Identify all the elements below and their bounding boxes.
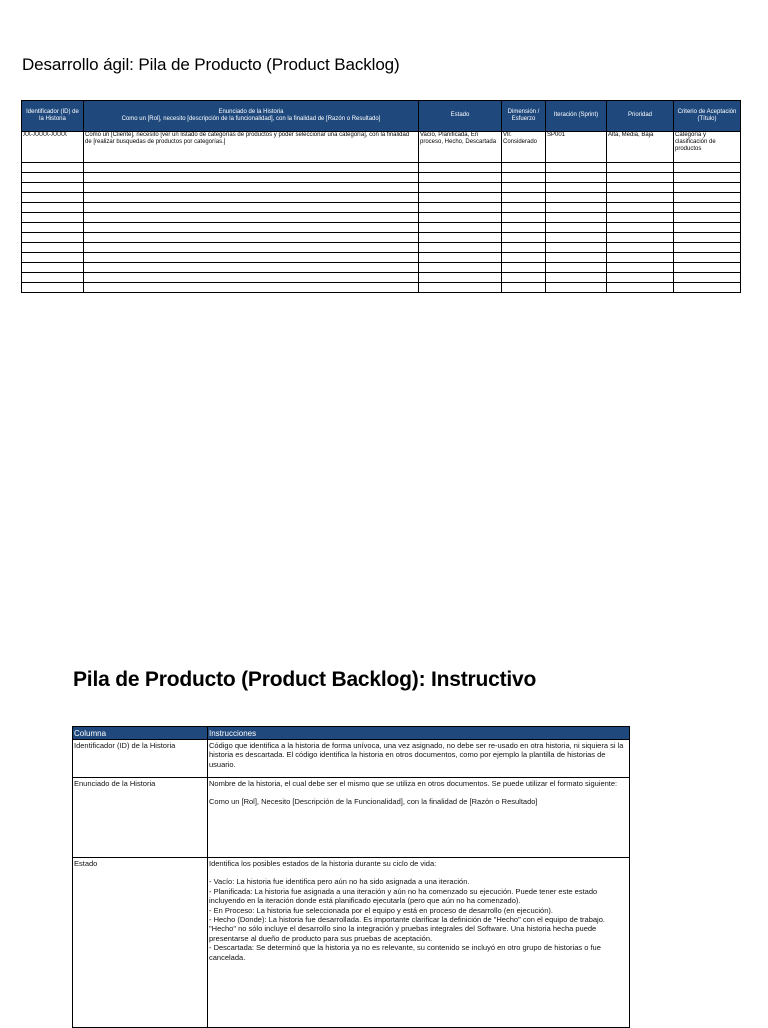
instructions-row xyxy=(73,858,630,1028)
backlog-empty-cell xyxy=(419,183,502,193)
backlog-empty-cell xyxy=(607,203,674,213)
backlog-empty-cell xyxy=(419,163,502,173)
instructions-paragraph: Como un [Rol], Necesito [Descripción de la Funcionalidad], con la finalidad de [Razón o Resultado] xyxy=(209,797,538,807)
backlog-cell: XX-XXXX-XXXX xyxy=(22,132,84,163)
backlog-empty-cell xyxy=(607,223,674,233)
backlog-empty-cell xyxy=(419,243,502,253)
backlog-empty-cell xyxy=(607,263,674,273)
backlog-header-row xyxy=(22,101,741,132)
backlog-empty-cell xyxy=(502,223,546,233)
backlog-empty-cell xyxy=(546,283,607,293)
backlog-empty-cell xyxy=(674,253,741,263)
backlog-table xyxy=(21,100,741,293)
backlog-empty-cell xyxy=(607,163,674,173)
instructions-title: Pila de Producto (Product Backlog): Instructivo xyxy=(73,668,537,691)
instructions-row xyxy=(73,740,630,778)
backlog-title: Desarrollo ágil: Pila de Producto (Product Backlog) xyxy=(22,55,400,74)
backlog-empty-cell xyxy=(419,203,502,213)
backlog-empty-cell xyxy=(84,273,419,283)
backlog-empty-cell xyxy=(502,253,546,263)
instructions-paragraph: - En Proceso: La historia fue seleccionada por el equipo y está en proceso de desarrollo (en ejecución). xyxy=(209,905,553,915)
backlog-empty-row xyxy=(22,253,741,263)
backlog-empty-cell xyxy=(546,173,607,183)
backlog-empty-cell xyxy=(674,243,741,253)
backlog-empty-cell xyxy=(546,213,607,223)
backlog-empty-cell xyxy=(22,173,84,183)
backlog-empty-cell xyxy=(546,203,607,213)
backlog-empty-cell xyxy=(674,273,741,283)
backlog-empty-cell xyxy=(419,233,502,243)
backlog-empty-cell xyxy=(502,263,546,273)
backlog-empty-cell xyxy=(546,233,607,243)
instructions-row xyxy=(73,778,630,858)
instructions-header: Instrucciones xyxy=(208,727,630,740)
backlog-empty-cell xyxy=(22,213,84,223)
backlog-cell: Como un [Cliente], necesito [ver un listado de categorías de productos y poder seleccionar una categoría], con la finalidad de [realizar busquedas de productos por categorías.] xyxy=(84,132,419,163)
instructions-paragraph xyxy=(209,868,628,877)
backlog-empty-cell xyxy=(607,233,674,243)
backlog-empty-cell xyxy=(607,173,674,183)
backlog-empty-cell xyxy=(502,173,546,183)
backlog-empty-cell xyxy=(546,193,607,203)
instructions-column-name: Identificador (ID) de la Historia xyxy=(73,740,208,778)
instructions-text xyxy=(208,858,630,1028)
backlog-empty-cell xyxy=(22,243,84,253)
backlog-header-cell: Enunciado de la Historia Como un [Rol], necesito [descripción de la funcionalidad], con la finalidad de [Razón o Resultado] xyxy=(84,101,419,132)
backlog-empty-cell xyxy=(607,253,674,263)
backlog-cell: Vlr. Considerado xyxy=(502,132,546,163)
backlog-cell: SP001 xyxy=(546,132,607,163)
backlog-empty-cell xyxy=(419,173,502,183)
instructions-paragraph: - Descartada: Se determinó que la historia ya no es relevante, su contenido se incluyó en otro grupo de historias o fue cancelada. xyxy=(209,943,601,962)
backlog-empty-cell xyxy=(22,183,84,193)
backlog-header-cell: Dimensión / Esfuerzo xyxy=(502,101,546,132)
backlog-empty-cell xyxy=(84,283,419,293)
backlog-empty-cell xyxy=(674,163,741,173)
backlog-empty-cell xyxy=(674,173,741,183)
backlog-empty-cell xyxy=(22,163,84,173)
instructions-paragraph xyxy=(209,788,628,797)
instructions-paragraph: - Vacío: La historia fue identifica pero aún no ha sido asignada a una iteración. xyxy=(209,877,470,887)
instructions-column-name: Enunciado de la Historia xyxy=(73,778,208,858)
backlog-empty-cell xyxy=(84,203,419,213)
instructions-text xyxy=(208,740,630,778)
backlog-empty-cell xyxy=(419,253,502,263)
backlog-empty-cell xyxy=(607,273,674,283)
backlog-empty-row xyxy=(22,183,741,193)
backlog-empty-cell xyxy=(22,253,84,263)
backlog-empty-cell xyxy=(607,183,674,193)
backlog-empty-cell xyxy=(419,193,502,203)
backlog-empty-cell xyxy=(22,223,84,233)
backlog-empty-row xyxy=(22,213,741,223)
backlog-empty-cell xyxy=(419,273,502,283)
backlog-empty-cell xyxy=(84,173,419,183)
backlog-empty-cell xyxy=(84,223,419,233)
instructions-paragraph: Identifica los posibles estados de la historia durante su ciclo de vida: xyxy=(209,859,437,868)
backlog-empty-cell xyxy=(502,283,546,293)
column-header: Columna xyxy=(73,727,208,740)
backlog-empty-cell xyxy=(674,223,741,233)
backlog-empty-row xyxy=(22,263,741,273)
backlog-empty-cell xyxy=(22,233,84,243)
backlog-empty-cell xyxy=(674,233,741,243)
backlog-empty-cell xyxy=(84,233,419,243)
backlog-empty-cell xyxy=(84,213,419,223)
backlog-empty-cell xyxy=(674,213,741,223)
backlog-empty-cell xyxy=(22,283,84,293)
backlog-empty-row xyxy=(22,173,741,183)
backlog-empty-cell xyxy=(546,183,607,193)
backlog-empty-cell xyxy=(502,193,546,203)
backlog-empty-cell xyxy=(546,163,607,173)
instructions-paragraph: - Planificada: La historia fue asignada a una iteración y aún no ha comenzado su ejecución. Puede tener este estado incluyendo en la iteración donde está planificado ejecutarla (pero que aún no ha comenzado). xyxy=(209,886,598,906)
backlog-empty-cell xyxy=(674,283,741,293)
backlog-empty-cell xyxy=(22,263,84,273)
backlog-empty-cell xyxy=(502,233,546,243)
backlog-empty-row xyxy=(22,233,741,243)
backlog-cell: Vacío, Planificada, En proceso, Hecho, Descartada xyxy=(419,132,502,163)
backlog-header-cell: Estado xyxy=(419,101,502,132)
backlog-empty-row xyxy=(22,283,741,293)
backlog-empty-cell xyxy=(674,263,741,273)
instructions-text xyxy=(208,778,630,858)
backlog-empty-cell xyxy=(502,183,546,193)
backlog-empty-cell xyxy=(22,273,84,283)
backlog-empty-row xyxy=(22,223,741,233)
backlog-header-cell: Iteración (Sprint) xyxy=(546,101,607,132)
instructions-header-row xyxy=(73,727,630,740)
backlog-empty-cell xyxy=(84,183,419,193)
backlog-header-cell: Identificador (ID) de la Historia xyxy=(22,101,84,132)
backlog-empty-cell xyxy=(607,193,674,203)
backlog-empty-cell xyxy=(546,243,607,253)
backlog-empty-cell xyxy=(607,243,674,253)
backlog-empty-row xyxy=(22,203,741,213)
backlog-empty-cell xyxy=(419,283,502,293)
backlog-empty-cell xyxy=(84,243,419,253)
backlog-empty-cell xyxy=(674,193,741,203)
backlog-empty-cell xyxy=(22,193,84,203)
backlog-empty-cell xyxy=(546,263,607,273)
backlog-cell: Categoría y clasificación de productos xyxy=(674,132,741,163)
backlog-header-cell: Prioridad xyxy=(607,101,674,132)
backlog-empty-cell xyxy=(607,283,674,293)
backlog-empty-row xyxy=(22,243,741,253)
backlog-empty-cell xyxy=(502,163,546,173)
backlog-empty-cell xyxy=(607,213,674,223)
backlog-empty-cell xyxy=(84,263,419,273)
backlog-empty-cell xyxy=(502,273,546,283)
backlog-empty-row xyxy=(22,193,741,203)
backlog-empty-cell xyxy=(419,213,502,223)
backlog-example-row xyxy=(22,132,741,163)
backlog-header-cell: Criterio de Aceptación (Título) xyxy=(674,101,741,132)
backlog-empty-row xyxy=(22,273,741,283)
backlog-empty-cell xyxy=(674,203,741,213)
backlog-empty-cell xyxy=(84,163,419,173)
backlog-empty-cell xyxy=(546,253,607,263)
instructions-column-name: Estado xyxy=(73,858,208,1028)
backlog-empty-cell xyxy=(419,263,502,273)
backlog-empty-cell xyxy=(502,243,546,253)
instructions-paragraph: - Hecho (Donde): La historia fue desarrollada. Es importante clarificar la definición de "Hecho" con el equipo de trabajo. "Hecho" no sólo incluye el desarrollo sino la integración y pruebas integrales del Software. Una historia hecha puede presentarse al dueño de producto para sus pruebas de aceptación. xyxy=(209,915,605,943)
instructions-paragraph: Código que identifica a la historia de forma unívoca, una vez asignado, no debe ser re-usado en otra historia, ni siquiera si la historia es descartada. El código identifica la historia en otros documentos, como por ejemplo la plantilla de historias de usuario. xyxy=(209,741,624,769)
backlog-empty-cell xyxy=(674,183,741,193)
backlog-empty-cell xyxy=(419,223,502,233)
backlog-empty-cell xyxy=(546,273,607,283)
instructions-table xyxy=(72,726,630,1028)
backlog-empty-cell xyxy=(84,253,419,263)
backlog-empty-cell xyxy=(502,203,546,213)
instructions-paragraph: Nombre de la historia, el cual debe ser el mismo que se utiliza en otros documentos. Se puede utilizar el formato siguiente: xyxy=(209,779,618,788)
backlog-empty-cell xyxy=(546,223,607,233)
backlog-empty-row xyxy=(22,163,741,173)
backlog-empty-cell xyxy=(502,213,546,223)
backlog-empty-cell xyxy=(84,193,419,203)
backlog-cell: Alta, Media, Baja xyxy=(607,132,674,163)
backlog-empty-cell xyxy=(22,203,84,213)
